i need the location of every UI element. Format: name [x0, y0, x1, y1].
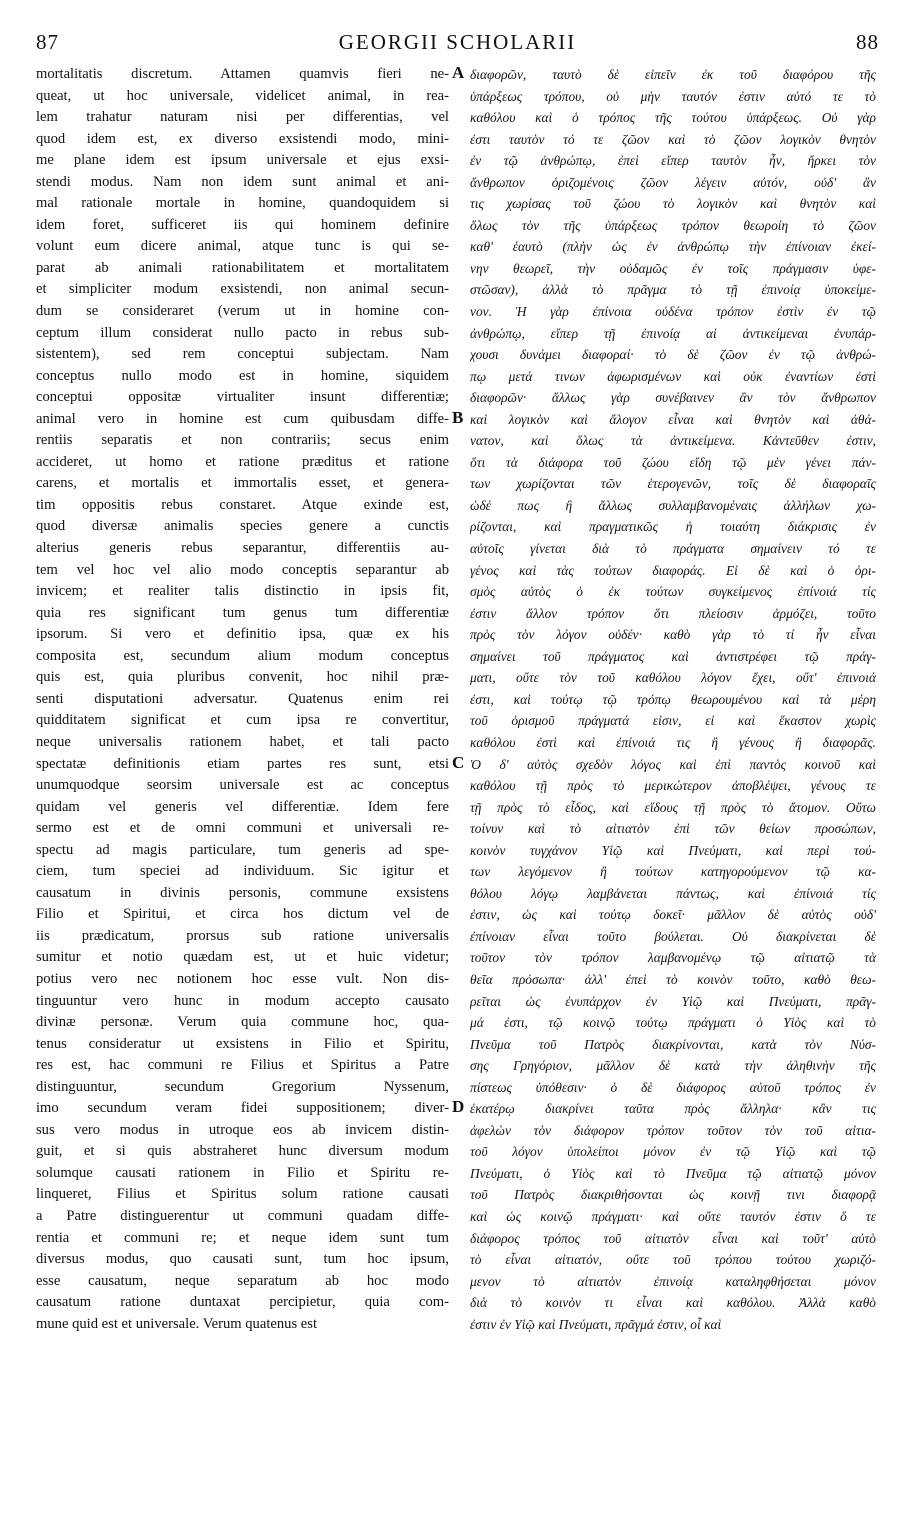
greek-line: μενον τὸ αἰτιατὸν ἐπινοίᾳ καταληφθήσεται μόνον [470, 1273, 876, 1289]
greek-line: πῳ μετά τινων ἀφωρισμένων καὶ οὐκ ἐναντίων ἐστὶ [470, 368, 876, 384]
margin-marker: D [452, 1097, 465, 1117]
greek-line: ἄνθρωπον ὁριζομένοις ζῶον λέγειν αὐτόν, οὐδ' ἂν [470, 174, 876, 190]
greek-line: διαφορῶν· ἄλλως γὰρ συνέβαινεν ἂν τὸν ἄνθρωπον [470, 390, 876, 406]
latin-line: stendi modus. Nam non idem sunt animal et ani- [36, 173, 449, 190]
greek-line: ἐστι ταυτὸν τό τε ζῶον καὶ τὸ ζῶον λογικὸν θνητὸν [470, 131, 876, 147]
latin-line: rentia et communi re; et neque idem sunt tum [36, 1229, 449, 1246]
latin-line: guit, et si quis abstraheret hunc diversum modum [36, 1143, 449, 1160]
latin-line: quidditatem significat et cum ipsa re convertitur, [36, 712, 449, 729]
latin-line: res est, hac communi re Filius et Spiritus a Patre [36, 1057, 449, 1074]
latin-line: animal vero in homine est cum quibusdam diffe- [36, 410, 449, 427]
greek-line: ὑπάρξεως τρόπου, οὐ μὴν ταυτόν ἐστιν αὐτό τε τὸ [470, 88, 876, 104]
latin-line: me plane idem est ipsum universale et ejus exsi- [36, 152, 449, 169]
latin-line: queat, ut hoc universale, videlicet animal, in rea- [36, 87, 449, 104]
latin-line: quia res significant tum genus tum differentiæ [36, 604, 449, 621]
greek-line: τοῦ ὁρισμοῦ πράγματά εἰσιν, εἰ καὶ ἕκαστον χωρὶς [470, 713, 876, 729]
greek-line: καὶ λογικὸν καὶ ἄλογον εἶναι καὶ θνητὸν καὶ ἀθά- [470, 411, 876, 427]
greek-line: νην θεωρεῖ, τὴν οὐδαμῶς ἐν τοῖς πράγμασιν ὑφε- [470, 260, 876, 276]
latin-line: unumquodque seorsim universale est ac conceptus [36, 777, 449, 794]
greek-line: τὸ εἶναι αἰτιατόν, οὔτε τοῦ τρόπου τούτου χωριζό- [470, 1252, 876, 1268]
margin-marker: B [452, 407, 464, 427]
greek-line: σημαίνει τοῦ πράγματος καὶ ἀντιστρέφει τῷ πράγ- [470, 648, 876, 664]
latin-line: parat ab animali rationabilitatem et mortalitatem [36, 259, 449, 276]
latin-line: ipsorum. Si vero et definitio ipsa, quæ ex his [36, 626, 449, 643]
greek-line: τοῦτον τὸν τρόπον λαμβανομένῳ τῷ αἰτιατῷ τὰ [470, 950, 876, 966]
latin-line: potius vero nec notionem hoc esse vult. Non dis- [36, 970, 449, 987]
latin-line: neque universalis rationem habet, et tali pacto [36, 733, 449, 750]
greek-line: πρὸς τὸν λόγον οὐδέν· καθὸ γὰρ τὸ τί ἦν εἶναι [470, 627, 876, 643]
greek-line: ὅλως τὸν τῆς ὑπάρξεως τρόπον θεωροίη τὸ ζῶον [470, 217, 876, 233]
page-number-left: 87 [36, 30, 59, 54]
greek-line: νον. Ἡ γὰρ ἐπίνοια οὐδένα τρόπον ἐστὶν ἐν τῷ [470, 304, 876, 320]
latin-line: composita est, secundum alium modum conceptus [36, 647, 449, 664]
latin-line: solumque causati rationem in Filio et Spiritu re- [36, 1164, 449, 1181]
latin-line: spectatæ definitionis etiam partes res sunt, etsi [36, 755, 449, 772]
latin-line: spectu ad magis particulare, tum generis ad spe- [36, 841, 449, 858]
greek-line: καθόλου καὶ ὁ τρόπος τῆς τούτου ὑπάρξεως. Οὐ γὰρ [470, 110, 876, 126]
greek-line: διὰ τὸ κοινὸν τι εἶναι καὶ καθόλου. Ἀλλὰ καθὸ [470, 1295, 876, 1311]
latin-line: et simpliciter modum exsistendi, non animal secun- [36, 281, 449, 298]
latin-line: causatum ratione duntaxat percipietur, quia com- [36, 1294, 449, 1311]
latin-line: divinæ personæ. Verum quia commune hoc, qua- [36, 1014, 449, 1031]
greek-line: καθόλου ἐστὶ καὶ ἐπίνοιά τις ἢ γένους ἢ διαφορᾶς. [470, 734, 876, 750]
greek-line: ὅτι τὰ διάφορα τοῦ ζώου εἴδη τῷ μὲν γένει πάν- [470, 454, 876, 470]
greek-line: σης Γρηγόριον, μᾶλλον δὲ κατὰ τὴν ἀληθινὴν τῆς [470, 1058, 876, 1074]
greek-line: τοῦ Πατρὸς διακριθήσονται ὡς κοινῇ τινι διαφορᾷ [470, 1187, 876, 1203]
latin-line: dum se consideraret (verum ut in homine con- [36, 303, 449, 320]
greek-line: διάφορος τρόπος τοῦ αἰτιατὸν εἶναι καὶ τοῦτ' αὐτὸ [470, 1230, 876, 1246]
greek-line: στῶσαν), ἀλλὰ τὸ πρᾶγμα τὸ τῇ ἐπινοίᾳ ὑποκείμε- [470, 282, 876, 298]
latin-line: ciem, tum speciei ad individuum. Sic igitur et [36, 863, 449, 880]
greek-line: τοῦ λόγον ὑπολείποι μόνον ἐν τῷ Υἱῷ καὶ τῷ [470, 1144, 876, 1160]
latin-line: sumitur et notio quædam est, ut et huic videtur; [36, 949, 449, 966]
greek-line: αὐτοῖς γίνεται διὰ τὸ πράγματα σημαίνειν τό τε [470, 541, 876, 557]
greek-line: ἐστιν ἄλλον τρόπον ὅτι πλείοσιν ἁρμόζει, τοῦτο [470, 605, 876, 621]
latin-line: Filio et Spiritui, et circa hos dictum vel de [36, 906, 449, 923]
latin-line: mal rationale mortale in homine, quandoquidem si [36, 195, 449, 212]
running-header [36, 30, 879, 54]
latin-line: causatum in divinis personis, commune exsistens [36, 884, 449, 901]
greek-line: χουσι δυνάμει διαφοραί· τὸ δὲ ζῶον ἐν τῷ ἀνθρώ- [470, 347, 876, 363]
greek-line: ἀνθρώπῳ, εἴπερ τῇ ἐπινοίᾳ αἱ ἀντικείμεναι ἐνυπάρ- [470, 325, 876, 341]
latin-line: rentiis separatis et non contrariis; secus enim [36, 432, 449, 449]
greek-line: Ὁ δ' αὐτὸς σχεδὸν λόγος καὶ ἐπὶ παντὸς κοινοῦ καὶ [470, 756, 876, 772]
latin-line: mortalitatis discretum. Attamen quamvis fieri ne- [36, 66, 449, 82]
greek-column [470, 64, 876, 1335]
greek-line: πίστεως ὑπόθεσιν· ὁ δὲ διάφορος αὐτοῦ τρόπος ἐν [470, 1079, 876, 1095]
latin-line: invicem; et realiter talis distinctio in ipsis fit, [36, 583, 449, 600]
greek-line: ἐστιν, ὡς καὶ τούτῳ δοκεῖ· μᾶλλον δὲ αὐτὸς οὐδ' [470, 907, 876, 923]
latin-line: a Patre distinguerentur ut communi quadam diffe- [36, 1207, 449, 1224]
greek-line: ἐστιν ἐν Υἱῷ καὶ Πνεύματι, πρᾶγμά ἐστιν, οἷ καὶ [470, 1316, 722, 1332]
greek-line: θεῖα πρόσωπα· ἀλλ' ἐπεὶ τὸ κοινὸν τοῦτο, καθὸ θεω- [470, 971, 876, 987]
latin-line: diversus modus, quo causati sunt, tum hoc ipsum, [36, 1251, 449, 1268]
greek-line: τις χωρίσας τοῦ ζώου τὸ λογικὸν καὶ θνητὸν καὶ [470, 196, 876, 212]
greek-line: Πνεύματι, ὁ Υἱὸς καὶ τὸ Πνεῦμα τῷ αἰτιατῷ μόνον [470, 1165, 876, 1181]
greek-line: Πνεῦμα τοῦ Πατρὸς διακρίνονται, κατὰ τὸν Νύσ- [470, 1036, 876, 1052]
latin-line: idem foret, sufficeret iis qui hominem definire [36, 216, 449, 233]
greek-line: διαφορῶν, ταυτὸ δὲ εἰπεῖν ἐκ τοῦ διαφόρου τῆς [470, 67, 876, 82]
latin-line: esse causatum, neque separatum ab hoc modo [36, 1272, 449, 1289]
greek-line: ὡδέ πως ἢ ἄλλως συλλαμβανομέναις ἀλλήλων χω- [470, 497, 876, 513]
latin-line: imo secundum veram fidei suppositionem; diver- [36, 1100, 449, 1117]
greek-line: των χωρίζονται τῶν ἑτερογενῶν, τοῖς δὲ διαφοραῖς [470, 476, 876, 492]
latin-line: quod diversæ animalis species genere a cunctis [36, 518, 449, 535]
greek-line: ἐστι, καὶ τούτῳ τῷ τρόπῳ θεωρουμένου καὶ τὰ μέρη [470, 691, 876, 707]
page-number-right: 88 [856, 30, 879, 54]
greek-line: ρεῖται ὡς ἐνυπάρχον ἐν Υἱῷ καὶ Πνεύματι, πρᾶγ- [470, 993, 876, 1009]
latin-line: quis est, quia pluribus convenit, hoc nihil præ- [36, 669, 449, 686]
running-title: GEORGII SCHOLARII [338, 30, 577, 54]
latin-line: ceptum illum considerat nullo pacto in rebus sub- [36, 324, 449, 341]
greek-line: ἀφελὼν τὸν διάφορον τρόπον τοῦτον τὸν τοῦ αἰτια- [470, 1122, 876, 1138]
margin-marker: C [452, 752, 465, 772]
greek-line: γένος καὶ τὰς τούτων διαφοράς. Εἰ δὲ καὶ ὁ ὁρι- [470, 562, 876, 578]
greek-line: τοίνυν καὶ τὸ αἰτιατὸν ἐπὶ τῶν θείων προσώπων, [470, 821, 876, 837]
latin-line: sermo est et de omni communi et universali re- [36, 820, 449, 837]
latin-line: linqueret, Filius et Spiritus solum ratione causati [36, 1186, 449, 1203]
latin-line: lem trahatur naturam nisi per differentias, vel [36, 109, 449, 126]
latin-line: tinguuntur vero hunc in modum accepto causato [36, 992, 449, 1009]
latin-line: sus vero modus in utroque eos ab invicem distin- [36, 1121, 449, 1138]
greek-line: ἑκατέρῳ διακρίνει ταῦτα πρὸς ἄλληλα· κἂν τις [470, 1101, 876, 1117]
greek-line: κοινὸν τυγχάνον Υἱῷ καὶ Πνεύματι, καὶ περὶ τού- [470, 842, 876, 858]
latin-line: conceptus nullo modo est in homine, siquidem [36, 367, 449, 384]
greek-line: καθ' ἑαυτὸ (πλὴν ὡς ἐν ἀνθρώπῳ τὴν ἐπίνοιαν ἐκεί- [470, 239, 876, 255]
greek-line: ἐν τῷ ἀνθρώπῳ, ἐπεὶ εἴπερ ταυτὸν ἦν, ἤρκει τὸν [470, 153, 876, 169]
greek-line: καὶ ὡς κοινῷ πράγματι· καὶ οὔτε ταυτόν ἐστιν ὅ τε [470, 1208, 876, 1224]
latin-line: senti disputationi adversatur. Quatenus enim rei [36, 690, 449, 707]
latin-line: alterius generis rebus separantur, differentiis au- [36, 540, 449, 557]
greek-line: των λεγόμενον ἢ τούτων κατηγορούμενον τῷ κα- [470, 864, 876, 880]
latin-line: iis prædicatum, prorsus sub ratione universalis [36, 927, 449, 944]
latin-line: distinguuntur, secundum Gregorium Nyssenum, [36, 1078, 449, 1095]
latin-line: tim oppositis rebus constaret. Atque exinde est, [36, 496, 449, 513]
latin-line: quidam vel generis vel differentiæ. Idem fere [36, 798, 449, 815]
latin-line: sistentem), sed rem conceptui subjectam. Nam [36, 346, 449, 363]
greek-line: μά ἐστι, τῷ κοινῷ τούτῳ πράγματι ὁ Υἱὸς καὶ τὸ [470, 1015, 876, 1031]
greek-line: νατον, καὶ ὅλως τὰ ἀντικείμενα. Κἀντεῦθεν ἐστιν, [470, 433, 876, 449]
greek-line: καθόλου τῇ πρὸς τὸ μερικώτερον ἀποβλέψει, γένους τε [470, 778, 876, 794]
latin-line: carens, et mortalis et immortalis esset, et genera- [36, 475, 449, 492]
greek-line: ἐπίνοιαν εἶναι τοῦτο βούλεται. Οὐ διακρίνεται δὲ [470, 928, 876, 944]
latin-line: tenus consideratur ut exsistens in Filio et Spiritu, [36, 1035, 449, 1052]
latin-line: volunt eum dicere animal, atque tunc is qui se- [36, 238, 449, 255]
greek-line: τῇ πρὸς τὸ εἶδος, καὶ εἴδους τῇ πρὸς τὸ ἄτομον. Οὕτω [470, 799, 876, 815]
greek-line: ματι, οὔτε τὸν τοῦ καθόλου λόγον ἔχει, οὔτ' ἐπινοιά [470, 670, 876, 686]
latin-column [36, 64, 449, 1335]
greek-line: ρίζονται, καὶ πραγματικῶς ἡ τοιαύτη διάκρισις ἐν [470, 519, 876, 535]
latin-line: tem vel hoc vel alio modo conceptis separantur ab [36, 561, 449, 578]
latin-line: conceptui oppositæ virtualiter insunt differentiæ; [36, 389, 449, 406]
greek-line: σμὸς αὐτὸς ὁ ἐκ τούτων συγκείμενος ἐπίνοιά τίς [470, 584, 876, 600]
greek-line: θόλου λόγῳ λαμβάνεται πάντως, καὶ ἐπίνοιά τίς [470, 885, 876, 901]
latin-line: accideret, ut homo et ratione præditus et ratione [36, 453, 449, 470]
latin-line: mune quid est et universale. Verum quatenus est [36, 1315, 318, 1332]
latin-line: quod idem est, ex diverso exsistendi modo, mini- [36, 130, 449, 147]
margin-marker: A [452, 63, 465, 82]
